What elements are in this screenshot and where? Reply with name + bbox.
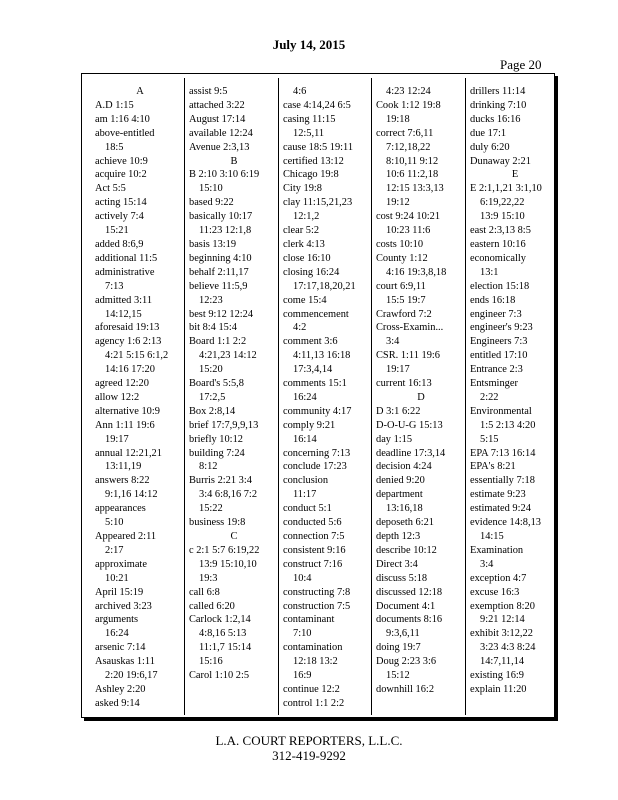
index-entry: denied 9:20 (376, 475, 425, 487)
index-page-refs: 19:18 (386, 113, 410, 125)
index-entry: decision 4:24 (376, 461, 432, 473)
index-entry: clay 11:15,21,23 (283, 197, 353, 209)
index-page-refs: 4:8,16 5:13 (199, 628, 247, 640)
index-entry: building 7:24 (189, 447, 245, 459)
index-entry: acting 15:14 (95, 197, 147, 209)
index-entry: explain 11:20 (470, 683, 527, 695)
index-entry: downhill 16:2 (376, 683, 435, 695)
index-page-refs: 3:4 (386, 336, 400, 348)
index-entry: estimated 9:24 (470, 503, 531, 515)
index-entry: concerning 7:13 (283, 447, 351, 459)
index-entry: admitted 3:11 (95, 294, 153, 306)
index-page-refs: 15:10 (199, 183, 223, 195)
index-entry: essentially 7:18 (470, 475, 535, 487)
index-page-refs: 4:2 (293, 322, 307, 334)
index-entry: E 2:1,1,21 3:1,10 (470, 183, 542, 195)
index-page-refs: 4:21,23 14:12 (199, 350, 257, 362)
index-entry: comply 9:21 (283, 419, 336, 431)
index-entry: Direct 3:4 (376, 558, 418, 570)
index-entry: believe 11:5,9 (189, 280, 248, 292)
index-entry: documents 8:16 (376, 614, 443, 626)
index-entry: EPA's 8:21 (470, 461, 516, 473)
index-page-refs: 11:1,7 15:14 (199, 642, 252, 654)
index-entry: Cook 1:12 19:8 (376, 99, 441, 111)
index-page-refs: 10:4 (293, 572, 312, 584)
index-page-refs: 10:21 (105, 572, 129, 584)
index-entry: existing 16:9 (470, 670, 524, 682)
index-entry: acquire 10:2 (95, 169, 147, 181)
index-entry: arsenic 7:14 (95, 642, 146, 654)
index-entry: added 8:6,9 (95, 238, 144, 250)
index-page-refs: 3:23 4:3 8:24 (480, 642, 536, 654)
index-entry: conduct 5:1 (283, 503, 332, 515)
index-entry: Entrance 2:3 (470, 364, 523, 376)
index-entry: Board 1:1 2:2 (189, 336, 247, 348)
index-page-refs: 4:11,13 16:18 (293, 350, 351, 362)
index-entry: approximate (95, 558, 147, 570)
index-entry: come 15:4 (283, 294, 327, 306)
index-page-refs: 9:21 12:14 (480, 614, 525, 626)
index-entry: current 16:13 (376, 378, 432, 390)
index-page-refs: 4:16 19:3,8,18 (386, 266, 447, 278)
index-column-2 (189, 85, 279, 683)
index-entry: Chicago 19:8 (283, 169, 339, 181)
index-entry: casing 11:15 (283, 113, 336, 125)
section-letter: A (136, 86, 144, 97)
index-page-refs: 17:17,18,20,21 (293, 280, 356, 292)
index-entry: engineer 7:3 (470, 308, 522, 320)
index-page-refs: 13:11,19 (105, 461, 142, 473)
index-entry: depth 12:3 (376, 531, 421, 542)
index-entry: Examination (470, 544, 524, 556)
index-entry: am 1:16 4:10 (95, 113, 150, 125)
index-entry: aforesaid 19:13 (95, 322, 160, 334)
index-entry: eastern 10:16 (470, 238, 526, 250)
index-page-refs: 15:12 (386, 670, 410, 682)
index-entry: election 15:18 (470, 280, 530, 292)
index-entry: Box 2:8,14 (189, 405, 236, 417)
index-page-refs: 9:3,6,11 (386, 628, 420, 640)
index-page-refs: 15:21 (105, 225, 129, 237)
index-entry: based 9:22 (189, 197, 234, 209)
index-entry: consistent 9:16 (283, 544, 346, 556)
index-entry: Cross-Examin... (376, 322, 444, 334)
index-entry: basically 10:17 (189, 211, 253, 223)
index-entry: Entsminger (470, 378, 518, 390)
index-page-refs: 12:23 (199, 294, 223, 306)
index-page-refs: 12:15 13:3,13 (386, 183, 444, 195)
index-entry: City 19:8 (283, 183, 322, 195)
index-entry: County 1:12 (376, 252, 428, 264)
index-entry: call 6:8 (189, 586, 220, 598)
reporter-company: L.A. COURT REPORTERS, L.L.C. (215, 733, 403, 748)
index-entry: Carlock 1:2,14 (189, 614, 251, 626)
index-entry: comment 3:6 (283, 336, 338, 348)
index-entry: D 3:1 6:22 (376, 405, 421, 417)
index-page-refs: 12:5,11 (293, 127, 325, 139)
index-entry: answers 8:22 (95, 475, 150, 487)
index-entry: deadline 17:3,14 (376, 447, 446, 459)
index-page-refs: 14:7,11,14 (480, 656, 525, 668)
index-entry: department (376, 489, 423, 501)
index-entry: Doug 2:23 3:6 (376, 656, 437, 668)
index-entry: community 4:17 (283, 405, 352, 417)
index-entry: cause 18:5 19:11 (283, 141, 354, 153)
index-entry: drillers 11:14 (470, 86, 526, 97)
index-entry: commencement (283, 308, 349, 320)
index-entry: conclusion (283, 475, 329, 487)
index-entry: CSR. 1:11 19:6 (376, 350, 440, 362)
index-entry: Avenue 2:3,13 (189, 141, 250, 153)
index-entry: continue 12:2 (283, 683, 340, 695)
index-page-refs: 2:22 (480, 391, 499, 403)
index-entry: court 6:9,11 (376, 280, 426, 292)
index-entry: annual 12:21,21 (95, 447, 162, 459)
index-entry: briefly 10:12 (189, 433, 243, 445)
index-entry: available 12:24 (189, 127, 253, 139)
index-page-refs: 10:6 11:2,18 (386, 169, 439, 181)
index-entry: connection 7:5 (283, 531, 345, 542)
index-page-refs: 13:1 (480, 266, 499, 278)
index-entry: Ann 1:11 19:6 (95, 419, 155, 431)
section-letter: B (230, 155, 238, 167)
index-page-refs: 15:16 (199, 656, 223, 668)
index-entry: conducted 5:6 (283, 517, 342, 529)
index-entry: correct 7:6,11 (376, 127, 434, 139)
index-page-refs: 16:14 (293, 433, 317, 445)
index-page-refs: 7:10 (293, 628, 312, 640)
index-page-refs: 15:5 19:7 (386, 294, 426, 306)
index-page-refs: 12:18 13:2 (293, 656, 338, 668)
section-letter: D (417, 391, 425, 403)
index-column-3 (283, 85, 373, 711)
index-entry: clear 5:2 (283, 225, 320, 237)
index-entry: conclude 17:23 (283, 461, 347, 473)
page-footer (0, 733, 618, 763)
index-entry: behalf 2:11,17 (189, 266, 249, 278)
index-entry: Environmental (470, 405, 532, 417)
index-entry: case 4:14,24 6:5 (283, 99, 351, 111)
index-entry: doing 19:7 (376, 642, 421, 654)
index-entry: certified 13:12 (283, 155, 344, 167)
index-entry: A.D 1:15 (95, 99, 134, 111)
index-page-refs: 13:16,18 (386, 503, 423, 515)
index-page-refs: 4:23 12:24 (386, 86, 431, 97)
index-entry: comments 15:1 (283, 378, 347, 390)
index-entry: evidence 14:8,13 (470, 517, 541, 529)
index-page-refs: 17:3,4,14 (293, 364, 333, 376)
index-column-5 (470, 85, 560, 697)
index-page-refs: 11:17 (293, 489, 317, 501)
index-entry: Ashley 2:20 (95, 683, 146, 695)
index-entry: basis 13:19 (189, 238, 237, 250)
index-entry: entitled 17:10 (470, 350, 528, 362)
index-entry: exception 4:7 (470, 572, 527, 584)
index-entry: assist 9:5 (189, 86, 228, 97)
index-entry: asked 9:14 (95, 697, 140, 709)
index-entry: called 6:20 (189, 600, 235, 612)
index-entry: above-entitled (95, 127, 155, 139)
index-page-refs: 14:15 (480, 531, 504, 542)
index-entry: construction 7:5 (283, 600, 351, 612)
index-entry: deposeth 6:21 (376, 517, 435, 529)
index-entry: contaminant (283, 614, 335, 626)
index-entry: costs 10:10 (376, 238, 424, 250)
index-page-refs: 9:1,16 14:12 (105, 489, 158, 501)
index-entry: east 2:3,13 8:5 (470, 225, 531, 237)
index-entry: constructing 7:8 (283, 586, 351, 598)
index-page-refs: 16:24 (293, 391, 317, 403)
index-entry: attached 3:22 (189, 99, 245, 111)
index-entry: business 19:8 (189, 517, 246, 529)
index-page-refs: 19:17 (386, 364, 410, 376)
index-page-refs: 2:17 (105, 544, 124, 556)
section-letter: E (511, 169, 519, 181)
index-entry: appearances (95, 503, 146, 515)
index-entry: arguments (95, 614, 139, 626)
index-entry: Engineers 7:3 (470, 336, 528, 348)
index-entry: additional 11:5 (95, 252, 158, 264)
index-entry: Asauskas 1:11 (95, 656, 155, 668)
index-entry: Document 4:1 (376, 600, 436, 612)
index-entry: c 2:1 5:7 6:19,22 (189, 544, 260, 556)
index-page-refs: 19:3 (199, 572, 218, 584)
index-entry: cost 9:24 10:21 (376, 211, 441, 223)
index-entry: brief 17:7,9,9,13 (189, 419, 259, 431)
index-page-refs: 13:9 15:10 (480, 211, 525, 223)
index-page-refs: 14:12,15 (105, 308, 142, 320)
index-entry: drinking 7:10 (470, 99, 527, 111)
index-page-refs: 19:17 (105, 433, 129, 445)
index-entry: archived 3:23 (95, 600, 152, 612)
index-entry: allow 12:2 (95, 391, 140, 403)
index-entry: Board's 5:5,8 (189, 378, 244, 390)
index-entry: administrative (95, 266, 155, 278)
index-entry: closing 16:24 (283, 266, 340, 278)
index-page-refs: 15:20 (199, 364, 223, 376)
index-entry: discuss 5:18 (376, 572, 428, 584)
index-entry: close 16:10 (283, 252, 331, 264)
index-page-refs: 1:5 2:13 4:20 (480, 419, 536, 431)
index-entry: Appeared 2:11 (95, 531, 157, 542)
index-entry: contamination (283, 642, 343, 654)
index-entry: EPA 7:13 16:14 (470, 447, 536, 459)
index-entry: ducks 16:16 (470, 113, 521, 125)
index-page-refs: 6:19,22,22 (480, 197, 525, 209)
index-entry: alternative 10:9 (95, 405, 160, 417)
index-page-refs: 13:9 15:10,10 (199, 558, 257, 570)
page-number: Page 20 (500, 57, 542, 72)
index-page-refs: 4:6 (293, 86, 307, 97)
index-page-refs: 4:21 5:15 6:1,2 (105, 350, 169, 362)
index-entry: agreed 12:20 (95, 378, 149, 390)
index-page-refs: 5:10 (105, 517, 124, 529)
index-page-refs: 8:12 (199, 461, 218, 473)
index-page-refs: 14:16 17:20 (105, 364, 155, 376)
index-page-refs: 12:1,2 (293, 211, 320, 223)
index-entry: actively 7:4 (95, 211, 144, 223)
transcript-date: July 14, 2015 (272, 37, 346, 52)
index-entry: construct 7:16 (283, 558, 343, 570)
index-entry: Burris 2:21 3:4 (189, 475, 252, 487)
index-page-refs: 2:20 19:6,17 (105, 670, 158, 682)
index-page-refs: 11:23 12:1,8 (199, 225, 252, 237)
index-entry: engineer's 9:23 (470, 322, 533, 334)
index-entry: Carol 1:10 2:5 (189, 670, 250, 682)
section-letter: C (230, 531, 238, 542)
reporter-phone: 312-419-9292 (272, 748, 346, 763)
index-entry: agency 1:6 2:13 (95, 336, 162, 348)
index-entry: Crawford 7:2 (376, 308, 432, 320)
index-page-refs: 3:4 (480, 558, 494, 570)
index-entry: describe 10:12 (376, 544, 437, 556)
index-page-refs: 3:4 6:8,16 7:2 (199, 489, 258, 501)
index-entry: duly 6:20 (470, 141, 510, 153)
index-entry: due 17:1 (470, 127, 507, 139)
index-entry: Act 5:5 (95, 183, 126, 195)
index-entry: D-O-U-G 15:13 (376, 419, 443, 431)
index-entry: bit 8:4 15:4 (189, 322, 237, 334)
index-page-refs: 15:22 (199, 503, 223, 515)
index-entry: best 9:12 12:24 (189, 308, 254, 320)
index-page-refs: 18:5 (105, 141, 124, 153)
index-page-refs: 16:24 (105, 628, 129, 640)
index-page-refs: 7:12,18,22 (386, 141, 431, 153)
index-entry: achieve 10:9 (95, 155, 148, 167)
index-entry: exhibit 3:12,22 (470, 628, 533, 640)
index-entry: April 15:19 (95, 586, 144, 598)
index-entry: B 2:10 3:10 6:19 (189, 169, 260, 181)
index-entry: exemption 8:20 (470, 600, 535, 612)
index-entry: clerk 4:13 (283, 238, 325, 250)
index-column-4 (376, 85, 466, 697)
index-page-refs: 5:15 (480, 433, 499, 445)
index-entry: beginning 4:10 (189, 252, 252, 264)
index-page-refs: 8:10,11 9:12 (386, 155, 439, 167)
index-page-refs: 17:2,5 (199, 391, 226, 403)
index-entry: control 1:1 2:2 (283, 697, 345, 709)
index-page-refs: 16:9 (293, 670, 312, 682)
index-page-refs: 7:13 (105, 280, 124, 292)
index-entry: excuse 16:3 (470, 586, 520, 598)
index-page-refs: 10:23 11:6 (386, 225, 431, 237)
index-entry: discussed 12:18 (376, 586, 443, 598)
index-entry: economically (470, 252, 526, 264)
index-entry: August 17:14 (189, 113, 246, 125)
index-entry: estimate 9:23 (470, 489, 526, 501)
index-entry: day 1:15 (376, 433, 413, 445)
index-column-1 (95, 85, 185, 711)
index-entry: Dunaway 2:21 (470, 155, 531, 167)
index-entry: ends 16:18 (470, 294, 516, 306)
index-page-refs: 19:12 (386, 197, 410, 209)
